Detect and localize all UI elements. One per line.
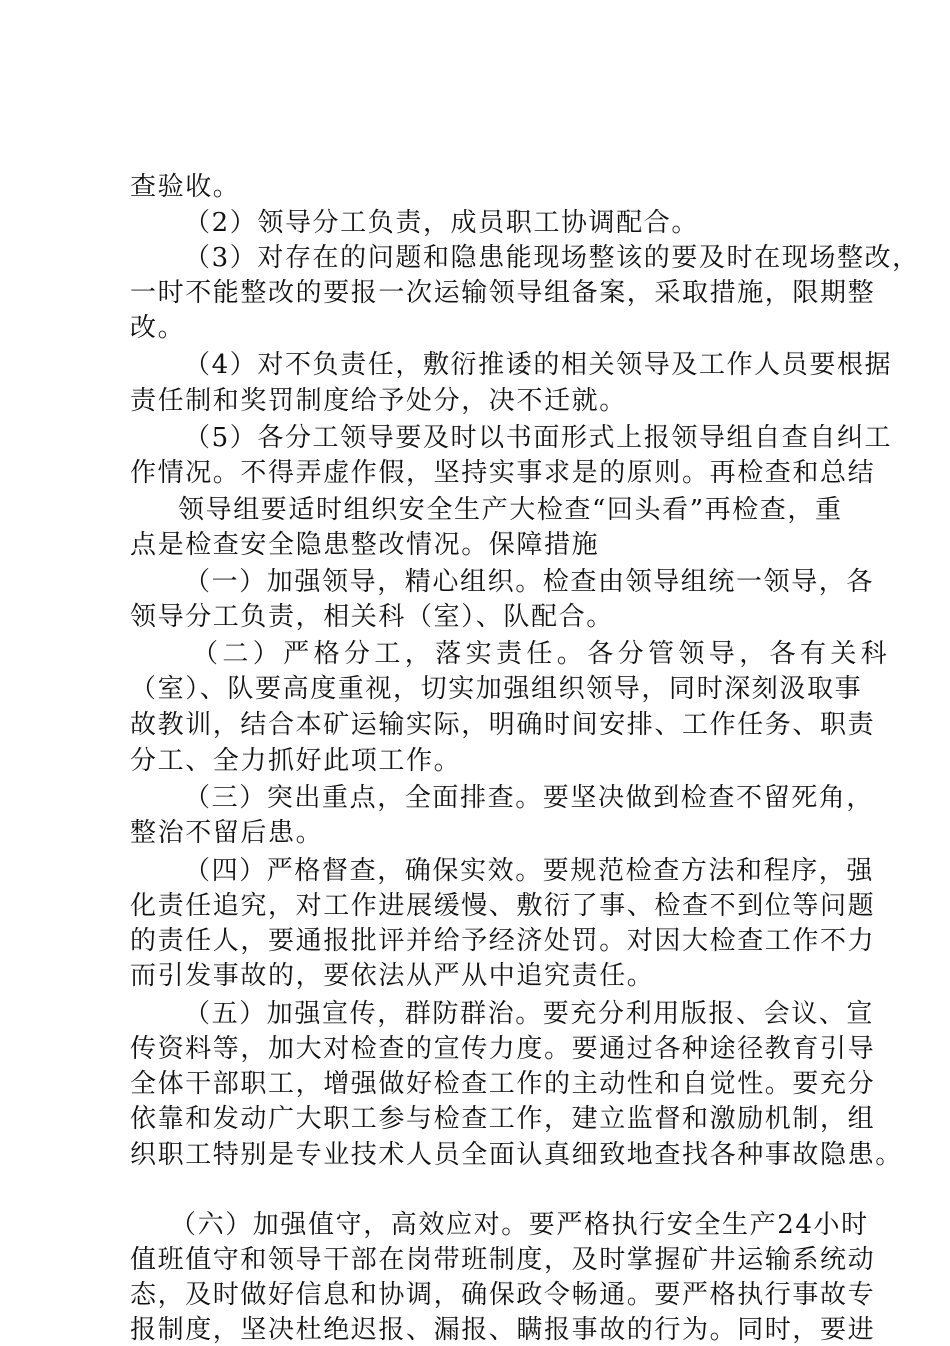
text-line: （四）严格督查，确保实效。要规范检查方法和程序，强 bbox=[184, 856, 875, 886]
text-line: 改。 bbox=[130, 313, 186, 343]
text-line: （一）加强领导，精心组织。检查由领导组统一领导，各 bbox=[184, 567, 875, 597]
text-line: （六）加强值守，高效应对。要严格执行安全生产24小时 bbox=[170, 1210, 869, 1240]
text-line: （3）对存在的问题和隐患能现场整该的要及时在现场整改， bbox=[184, 243, 920, 273]
text-line: 领导分工负责，相关科（室）、队配合。 bbox=[130, 602, 614, 632]
text-line: 传资料等，加大对检查的宣传力度。要通过各种途径教育引导 bbox=[130, 1034, 876, 1064]
text-line: 查验收。 bbox=[130, 172, 241, 202]
text-line: 故教训，结合本矿运输实际，明确时间安排、工作任务、职责 bbox=[130, 710, 876, 740]
text-line: 分工、全力抓好此项工作。 bbox=[130, 746, 462, 776]
text-line: 化责任追究，对工作进展缓慢、敷衍了事、检查不到位等问题 bbox=[130, 891, 876, 921]
text-line: 值班值守和领导干部在岗带班制度，及时掌握矿井运输系统动 bbox=[130, 1245, 876, 1275]
text-line: 一时不能整改的要报一次运输领导组备案，采取措施，限期整 bbox=[130, 278, 876, 308]
text-line: 领导组要适时组织安全生产大检查“回头看”再检查，重 bbox=[178, 495, 843, 525]
text-line: 态，及时做好信息和协调，确保政令畅通。要严格执行事故专 bbox=[130, 1280, 876, 1310]
text-line: 依靠和发动广大职工参与检查工作，建立监督和激励机制，组 bbox=[130, 1104, 876, 1134]
text-line: 整治不留后患。 bbox=[130, 818, 324, 848]
text-line: （三）突出重点，全面排查。要坚决做到检查不留死角， bbox=[184, 783, 875, 813]
text-line: 的责任人，要通报批评并给予经济处罚。对因大检查工作不力 bbox=[130, 926, 876, 956]
text-line: （5）各分工领导要及时以书面形式上报领导组自查自纠工 bbox=[184, 423, 893, 453]
text-line: 责任制和奖罚制度给予处分，决不迁就。 bbox=[130, 386, 627, 416]
text-line: 织职工特别是专业技术人员全面认真细致地查找各种事故隐患。 bbox=[130, 1140, 903, 1170]
text-line: （室）、队要高度重视，切实加强组织领导，同时深刻汲取事 bbox=[130, 674, 863, 704]
text-line: 报制度，坚决杜绝迟报、漏报、瞒报事故的行为。同时，要进 bbox=[130, 1315, 876, 1345]
text-line: （4）对不负责任，敷衍推诿的相关领导及工作人员要根据 bbox=[184, 350, 893, 380]
text-line: （2）领导分工负责，成员职工协调配合。 bbox=[184, 208, 699, 238]
text-line: 点是检查安全隐患整改情况。保障措施 bbox=[130, 530, 600, 560]
text-line: （二）严格分工，落实责任。各分管领导，各有关科 bbox=[192, 639, 892, 669]
text-line: 而引发事故的，要依法从严从中追究责任。 bbox=[130, 961, 655, 991]
text-line: 作情况。不得弄虚作假，坚持实事求是的原则。再检查和总结 bbox=[130, 458, 876, 488]
text-line: （五）加强宣传，群防群治。要充分利用版报、会议、宣 bbox=[184, 999, 875, 1029]
text-line: 全体干部职工，增强做好检查工作的主动性和自觉性。要充分 bbox=[130, 1069, 876, 1099]
